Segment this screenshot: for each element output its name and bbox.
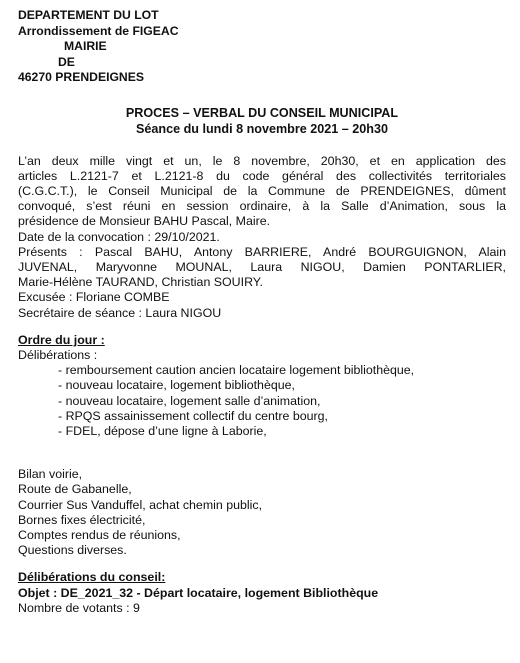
list-item: Bornes fixes électricité,: [18, 512, 146, 527]
presents-line-1: Présents : Pascal BAHU, Antony BARRIERE, André BOURGUIGNON, Alain: [18, 244, 506, 259]
objet-line: Objet : DE_2021_32 - Départ locataire, logement Bibliothèque: [18, 585, 379, 600]
list-item: - FDEL, dépose d’une ligne à Laborie,: [58, 423, 267, 438]
intro-line-4: convoqué, s’est réuni en session ordinaire, à la Salle d’Animation, sous la: [18, 199, 506, 214]
list-item: - nouveau locataire, logement salle d’animation,: [58, 393, 321, 408]
presents-line-3: Marie-Hélène TAURAND, Christian SOUIRY.: [18, 275, 263, 290]
list-item: - remboursement caution ancien locataire logement bibliothèque,: [58, 363, 415, 378]
mairie-label: MAIRIE: [64, 39, 107, 53]
document-header: [18, 8, 506, 86]
list-item: Questions diverses.: [18, 543, 127, 558]
list-item: Courrier Sus Vanduffel, achat chemin public,: [18, 497, 263, 512]
convocation-date: Date de la convocation : 29/10/2021.: [18, 229, 220, 244]
arrondissement-name: Arrondissement de FIGEAC: [18, 23, 179, 38]
deliberations-label: Délibérations :: [18, 347, 98, 362]
intro-line-2: articles L.2121-7 et L.2121-8 du code général des collectivités territoriales: [18, 168, 506, 183]
intro-line-5: présidence de Monsieur BAHU Pascal, Maire.: [18, 214, 271, 229]
presents-line-2: JUVENAL, Maryvonne MOUNAL, Laura NIGOU, Damien PONTARLIER,: [18, 259, 506, 274]
agenda-list: [18, 363, 506, 439]
list-item: - nouveau locataire, logement bibliothèque,: [58, 378, 295, 393]
spacer: [18, 439, 506, 467]
list-item: Comptes rendus de réunions,: [18, 527, 181, 542]
list-item: - RPQS assainissement collectif du centre bourg,: [58, 408, 328, 423]
title-line-2: Séance du lundi 8 novembre 2021 – 20h30: [136, 121, 388, 136]
intro-line-3: (C.G.C.T.), le Conseil Municipal de la Commune de PRENDEIGNES, dûment: [18, 183, 506, 198]
list-item: Route de Gabanelle,: [18, 482, 132, 497]
other-agenda-items: [18, 467, 506, 558]
document-title: [18, 105, 506, 137]
votants-line: Nombre de votants : 9: [18, 600, 140, 615]
ordre-du-jour-heading: Ordre du jour :: [18, 332, 105, 347]
commune-name: 46270 PRENDEIGNES: [18, 70, 144, 84]
intro-line-1: L’an deux mille vingt et un, le 8 novembre, 20h30, et en application des: [18, 153, 506, 168]
deliberations-conseil-heading: Délibérations du conseil:: [18, 570, 166, 585]
department-name: DEPARTEMENT DU LOT: [18, 8, 159, 22]
excusee-line: Excusée : Floriane COMBE: [18, 290, 170, 305]
title-line-1: PROCES – VERBAL DU CONSEIL MUNICIPAL: [125, 105, 399, 120]
intro-paragraph: [18, 154, 506, 321]
secretaire-line: Secrétaire de séance : Laura NIGOU: [18, 305, 222, 320]
list-item: Bilan voirie,: [18, 467, 83, 482]
de-label: DE: [58, 54, 75, 69]
